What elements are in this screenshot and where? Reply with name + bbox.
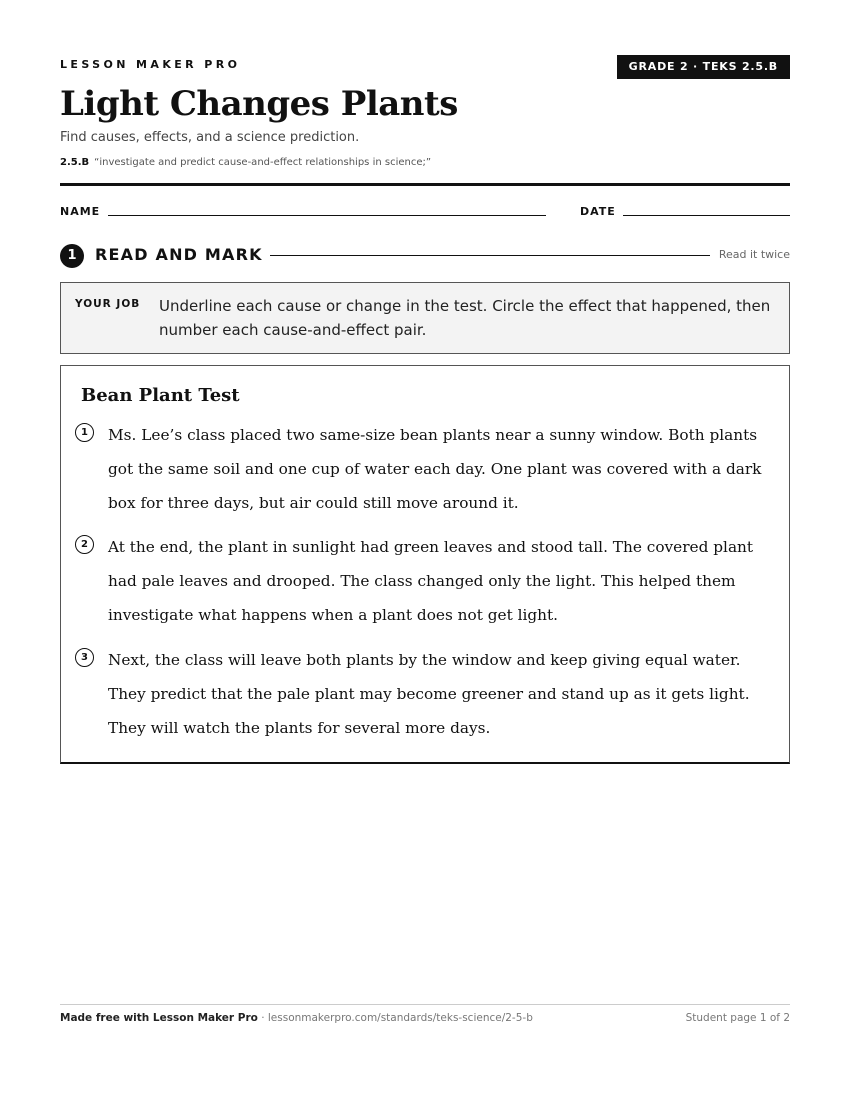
name-field[interactable] [108,215,546,216]
date-field[interactable] [623,215,790,216]
paragraph-number-1: 1 [75,423,94,442]
paragraph-number-2: 2 [75,535,94,554]
name-label: NAME [60,205,101,218]
instructions-text: Underline each cause or change in the test. Circle the effect that happened, then number each cause-and-effect pair. [159,297,771,339]
standard-code: 2.5.B [60,157,90,168]
brand-name: LESSON MAKER PRO [60,58,241,71]
section-divider [270,255,710,256]
grade-badge: GRADE 2 · TEKS 2.5.B [617,55,790,79]
standard-line [60,157,431,168]
instructions-box [60,282,790,354]
passage-title: Bean Plant Test [81,385,240,406]
header-divider [60,183,790,186]
reading-passage [60,365,790,764]
instructions-label: YOUR JOB [75,298,141,310]
page-subtitle: Find causes, effects, and a science prediction. [60,130,360,145]
standard-text: “investigate and predict cause-and-effect relationships in science;” [94,157,432,168]
footer-credit [60,1012,533,1024]
footer-page-number: Student page 1 of 2 [685,1012,790,1024]
footer-made-with: Made free with Lesson Maker Pro [60,1012,258,1024]
paragraph-3: Next, the class will leave both plants by the window and keep giving equal water. They predict that the pale plant may become greener and stand up as it gets light. They will watch the plants for several more days. [108,651,750,737]
worksheet-page [60,0,790,1100]
footer-divider [60,1004,790,1005]
date-label: DATE [580,205,616,218]
section-number-badge: 1 [60,244,84,268]
section-title: READ AND MARK [95,245,263,264]
paragraph-2: At the end, the plant in sunlight had green leaves and stood tall. The covered plant had pale leaves and drooped. The class changed only the light. This helped them investigate what happens when a plant does not get light. [108,538,754,624]
section-note: Read it twice [718,248,790,261]
footer-url: · lessonmakerpro.com/standards/teks-science/2-5-b [257,1012,533,1024]
paragraph-number-3: 3 [75,648,94,667]
paragraph-1: Ms. Lee’s class placed two same-size bean plants near a sunny window. Both plants got the same soil and one cup of water each day. One plant was covered with a dark box for three days, but air could still move around it. [108,426,762,512]
page-title: Light Changes Plants [60,84,458,124]
